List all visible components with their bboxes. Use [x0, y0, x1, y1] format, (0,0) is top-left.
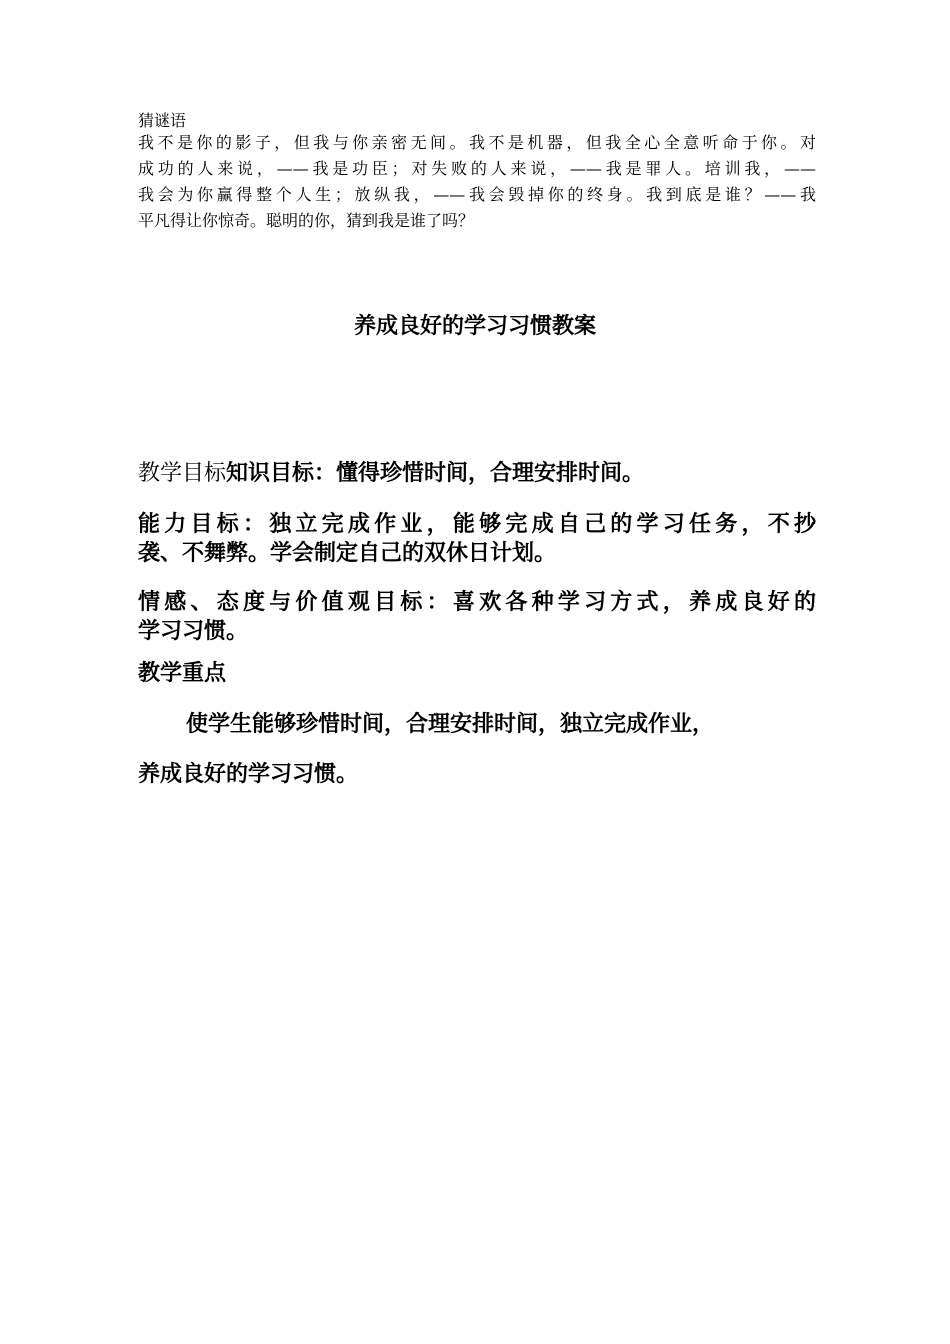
- key-points-line: 使学生能够珍惜时间，合理安排时间，独立完成作业，: [186, 712, 715, 737]
- key-points-heading: 教学重点: [138, 661, 227, 686]
- emotion-goal-line: 情感、态度与价值观目标：喜欢各种学习方式，养成良好的: [138, 590, 816, 615]
- knowledge-goal-paragraph: [138, 459, 816, 489]
- ability-goal-line: 袭、不舞弊。学会制定自己的双休日计划。: [138, 541, 557, 566]
- riddle-line: 我会为你赢得整个人生；放纵我，——我会毁掉你的终身。我到底是谁？——我: [138, 185, 816, 204]
- ability-goal-line: 能力目标：独立完成作业，能够完成自己的学习任务，不抄: [138, 512, 816, 537]
- key-points-line: 养成良好的学习习惯。: [138, 762, 359, 787]
- objectives-label: 教学目标: [138, 461, 227, 486]
- riddle-heading: 猜谜语: [138, 111, 187, 130]
- riddle-line: 成功的人来说，——我是功臣；对失败的人来说，——我是罪人。培训我，——: [138, 159, 816, 178]
- knowledge-goal: 知识目标：懂得珍惜时间，合理安排时间。: [226, 461, 645, 486]
- document-title: 养成良好的学习习惯教案: [353, 314, 596, 339]
- riddle-line: 平凡得让你惊奇。聪明的你，猜到我是谁了吗？: [138, 211, 475, 230]
- emotion-goal-line: 学习习惯。: [138, 619, 249, 644]
- riddle-line: 我不是你的影子，但我与你亲密无间。我不是机器，但我全心全意听命于你。对: [138, 133, 816, 152]
